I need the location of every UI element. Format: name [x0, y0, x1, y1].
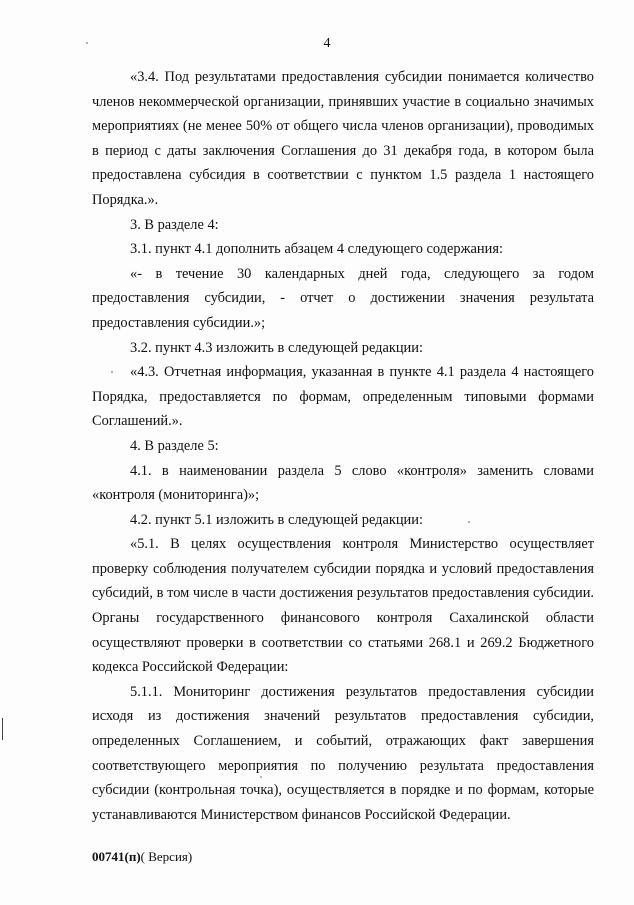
- paragraph-4-2: 4.2. пункт 5.1 изложить в следующей редакции:: [130, 511, 423, 528]
- paragraph-5-1-1: 5.1.1. Мониторинг достижения результатов предоставления субсидии исходя из достижения значений результатов предоставления субсидии, определенных Соглашением, и событий, отражающих факт завершения соответствующего мероприятия по получению результата предоставления субсидии (контрольная точка), осуществляется в порядке и по формам, которые устанавливаются Министерством финансов Российской Федерации.: [92, 683, 594, 823]
- paragraph-report-deadline: «- в течение 30 календарных дней года, следующего за годом предоставления субсидии, - отчет о достижении значения результата предоставления субсидии.»;: [92, 265, 594, 331]
- paragraph-3-2: 3.2. пункт 4.3 изложить в следующей редакции:: [130, 339, 423, 356]
- paragraph-section-5: 4. В разделе 5:: [130, 437, 219, 454]
- scan-edge-mark: [2, 718, 3, 740]
- scan-speck: [111, 371, 113, 373]
- document-code: 00741(п): [92, 849, 141, 864]
- paragraph-4-3: «4.3. Отчетная информация, указанная в пункте 4.1 раздела 4 настоящего Порядка, предоставляется по формам, определенным типовыми формами Соглашений.».: [92, 364, 594, 430]
- paragraph-3-4: «3.4. Под результатами предоставления субсидии понимается количество членов некоммерческой организации, принявших участие в социально значимых мероприятиях (не менее 50% от общего числа членов организации), проводимых в период с даты заключения Соглашения до 31 декабря года, в котором была предоставлена субсидия в соответствии с пунктом 1.5 раздела 1 настоящего Порядка.».: [92, 69, 594, 208]
- document-footer: [92, 849, 192, 865]
- scan-speck: [260, 776, 262, 778]
- paragraph-3-1: 3.1. пункт 4.1 дополнить абзацем 4 следующего содержания:: [130, 241, 503, 258]
- paragraph-section-4: 3. В разделе 4:: [130, 216, 219, 233]
- document-body: [92, 65, 594, 827]
- page-number: 4: [323, 36, 331, 51]
- paragraph-4-1: 4.1. в наименовании раздела 5 слово «контроля» заменить словами «контроля (мониторинга)»;: [92, 462, 594, 504]
- document-version: ( Версия): [140, 849, 193, 864]
- paragraph-5-1: «5.1. В целях осуществления контроля Министерство осуществляет проверку соблюдения получателем субсидии порядка и условий предоставления субсидий, в том числе в части достижения результатов предоставления субсидии. Органы государственного финансового контроля Сахалинской области осуществляют проверки в соответствии со статьями 268.1 и 269.2 Бюджетного кодекса Российской Федерации:: [92, 536, 594, 676]
- scan-speck: [468, 521, 470, 523]
- scan-speck: [86, 42, 88, 44]
